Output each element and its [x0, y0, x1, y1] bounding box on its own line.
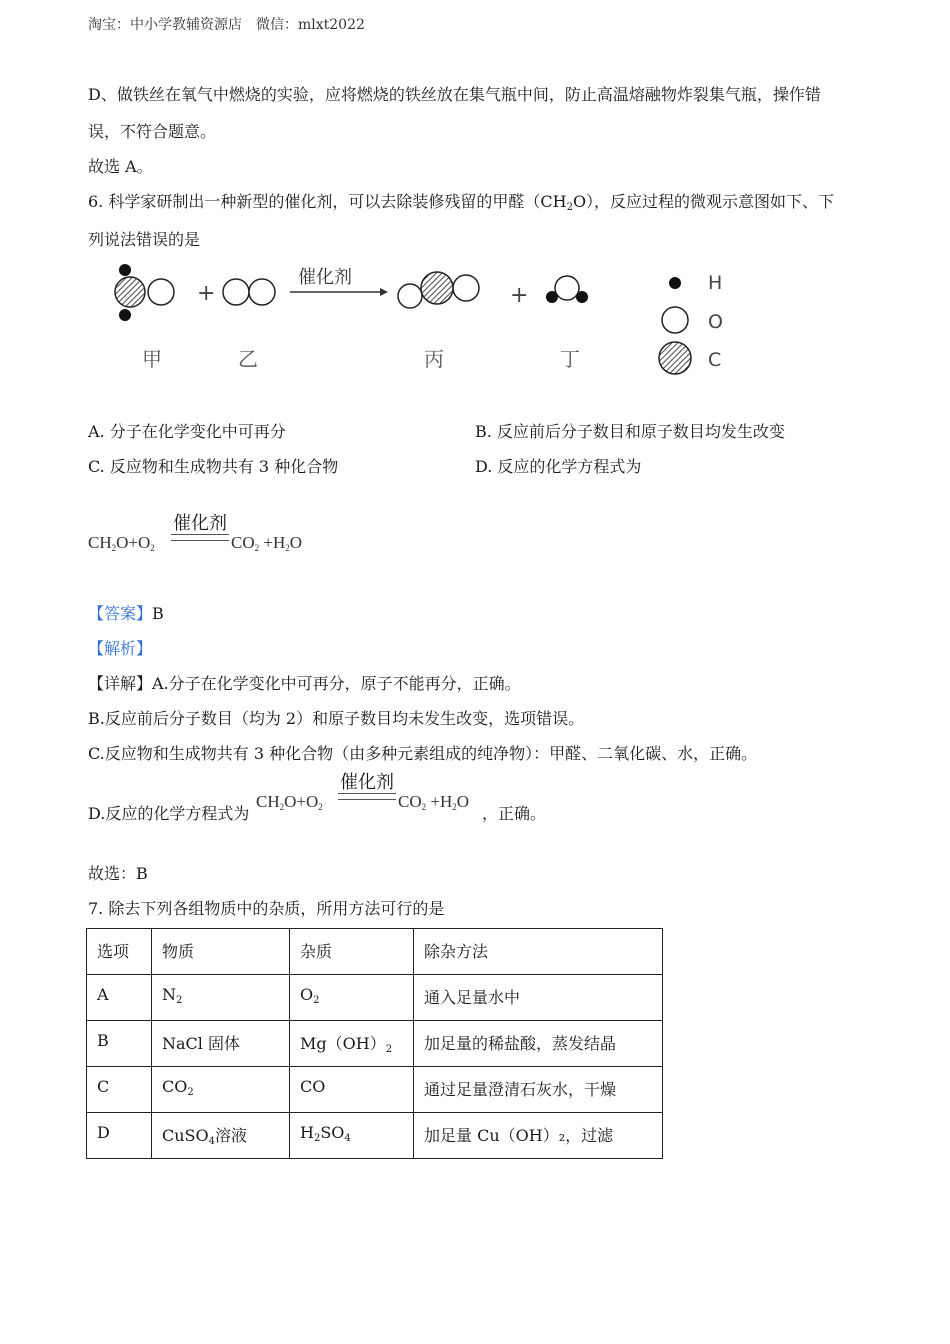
detail-b: B.反应前后分子数目（均为 2）和原子数目均未发生改变，选项错误。: [88, 709, 585, 728]
q5-choose: 故选 A。: [88, 157, 153, 176]
cell-impurity: $O_2$: [290, 975, 414, 1021]
equation-catalyst-2: 催化剂: [338, 773, 396, 800]
plus-sign-1: +: [197, 281, 216, 306]
cell-method: 通过足量澄清石灰水，干燥: [414, 1067, 663, 1113]
page-header: 淘宝：中小学教辅资源店 微信：mlxt2022: [88, 17, 365, 33]
plus-sign-2: +: [510, 283, 529, 308]
header-method: 除杂方法: [414, 929, 663, 975]
analysis-tag: 【解析】: [88, 639, 153, 658]
cell-impurity: $H_2SO_4$: [290, 1113, 414, 1159]
q5-option-d-line1: D、做铁丝在氧气中燃烧的实验，应将燃烧的铁丝放在集气瓶中间，防止高温熔融物炸裂集气瓶，操作错: [88, 85, 821, 104]
legend-c-icon: [659, 342, 691, 374]
answer-line: 【答案】B: [88, 604, 164, 623]
table-row: [87, 975, 663, 1021]
header-impurity: 杂质: [290, 929, 414, 975]
q6-option-c: C. 反应物和生成物共有 3 种化合物: [88, 457, 339, 476]
detail-d-prefix: D.反应的化学方程式为: [88, 804, 250, 823]
table-row: [87, 1021, 663, 1067]
cell-option: D: [87, 1113, 152, 1159]
table-row: [87, 1113, 663, 1159]
q6-option-a: A. 分子在化学变化中可再分: [88, 422, 286, 441]
cell-substance: NaCl 固体: [152, 1021, 290, 1067]
molecule-ding: [546, 276, 588, 303]
detail-c: C.反应物和生成物共有 3 种化合物（由多种元素组成的纯净物）：甲醛、二氧化碳、水，正确。: [88, 744, 758, 763]
molecule-bing: [398, 272, 479, 308]
q5-option-d-line2: 误，不符合题意。: [88, 122, 217, 141]
reaction-diagram: [100, 258, 760, 383]
q6-stem-line1: 6. 科学家研制出一种新型的催化剂，可以去除装修残留的甲醛$(CH_2O)$，反应过程的微观示意图如下、下: [88, 192, 835, 213]
q6-choose: 故选：B: [88, 864, 148, 883]
cell-substance: CuSO$_4$溶液: [152, 1113, 290, 1159]
molecule-jia: [115, 264, 174, 321]
table-row: [87, 1067, 663, 1113]
equation-left-2: $CH_2O+O_2$: [256, 792, 323, 812]
q6-option-d: D. 反应的化学方程式为: [475, 457, 642, 476]
cell-option: B: [87, 1021, 152, 1067]
catalyst-label: 催化剂: [298, 267, 352, 288]
cell-impurity: CO: [290, 1067, 414, 1113]
legend-o-label: O: [708, 311, 723, 333]
q6-option-b: B. 反应前后分子数目和原子数目均发生改变: [475, 422, 785, 441]
equation-catalyst-1: 催化剂: [171, 514, 229, 541]
label-bing: 丙: [424, 347, 444, 371]
legend-h-label: H: [708, 272, 723, 294]
legend-c-label: C: [708, 349, 722, 371]
legend-o-icon: [662, 307, 688, 333]
equation-right-1: $CO_2 +H_2O$: [231, 533, 303, 553]
table-header-row: [87, 929, 663, 975]
cell-substance: $CO_2$: [152, 1067, 290, 1113]
header-option: 选项: [87, 929, 152, 975]
header-substance: 物质: [152, 929, 290, 975]
cell-impurity: $Mg(OH)_2$: [290, 1021, 414, 1067]
detail-d-suffix: ，正确。: [482, 804, 547, 823]
cell-method: 加足量的稀盐酸，蒸发结晶: [414, 1021, 663, 1067]
reaction-arrow: [290, 288, 388, 296]
equation-left-1: $CH_2O+O_2$: [88, 533, 155, 553]
equation-right-2: $CO_2 +H_2O$: [398, 792, 470, 812]
cell-option: A: [87, 975, 152, 1021]
legend: [659, 272, 723, 374]
q7-table: [86, 928, 663, 1159]
molecule-yi: [223, 279, 275, 305]
legend-h-icon: [669, 277, 681, 289]
cell-option: C: [87, 1067, 152, 1113]
detail-a: 【详解】A.分子在化学变化中可再分，原子不能再分，正确。: [88, 674, 521, 693]
cell-substance: $N_2$: [152, 975, 290, 1021]
label-yi: 乙: [238, 347, 258, 371]
q6-stem-line2: 列说法错误的是: [88, 230, 201, 249]
cell-method: 加足量 Cu（OH）₂，过滤: [414, 1113, 663, 1159]
label-ding: 丁: [560, 347, 580, 371]
q7-stem: 7. 除去下列各组物质中的杂质，所用方法可行的是: [88, 899, 445, 918]
label-jia: 甲: [142, 347, 162, 371]
cell-method: 通入足量水中: [414, 975, 663, 1021]
